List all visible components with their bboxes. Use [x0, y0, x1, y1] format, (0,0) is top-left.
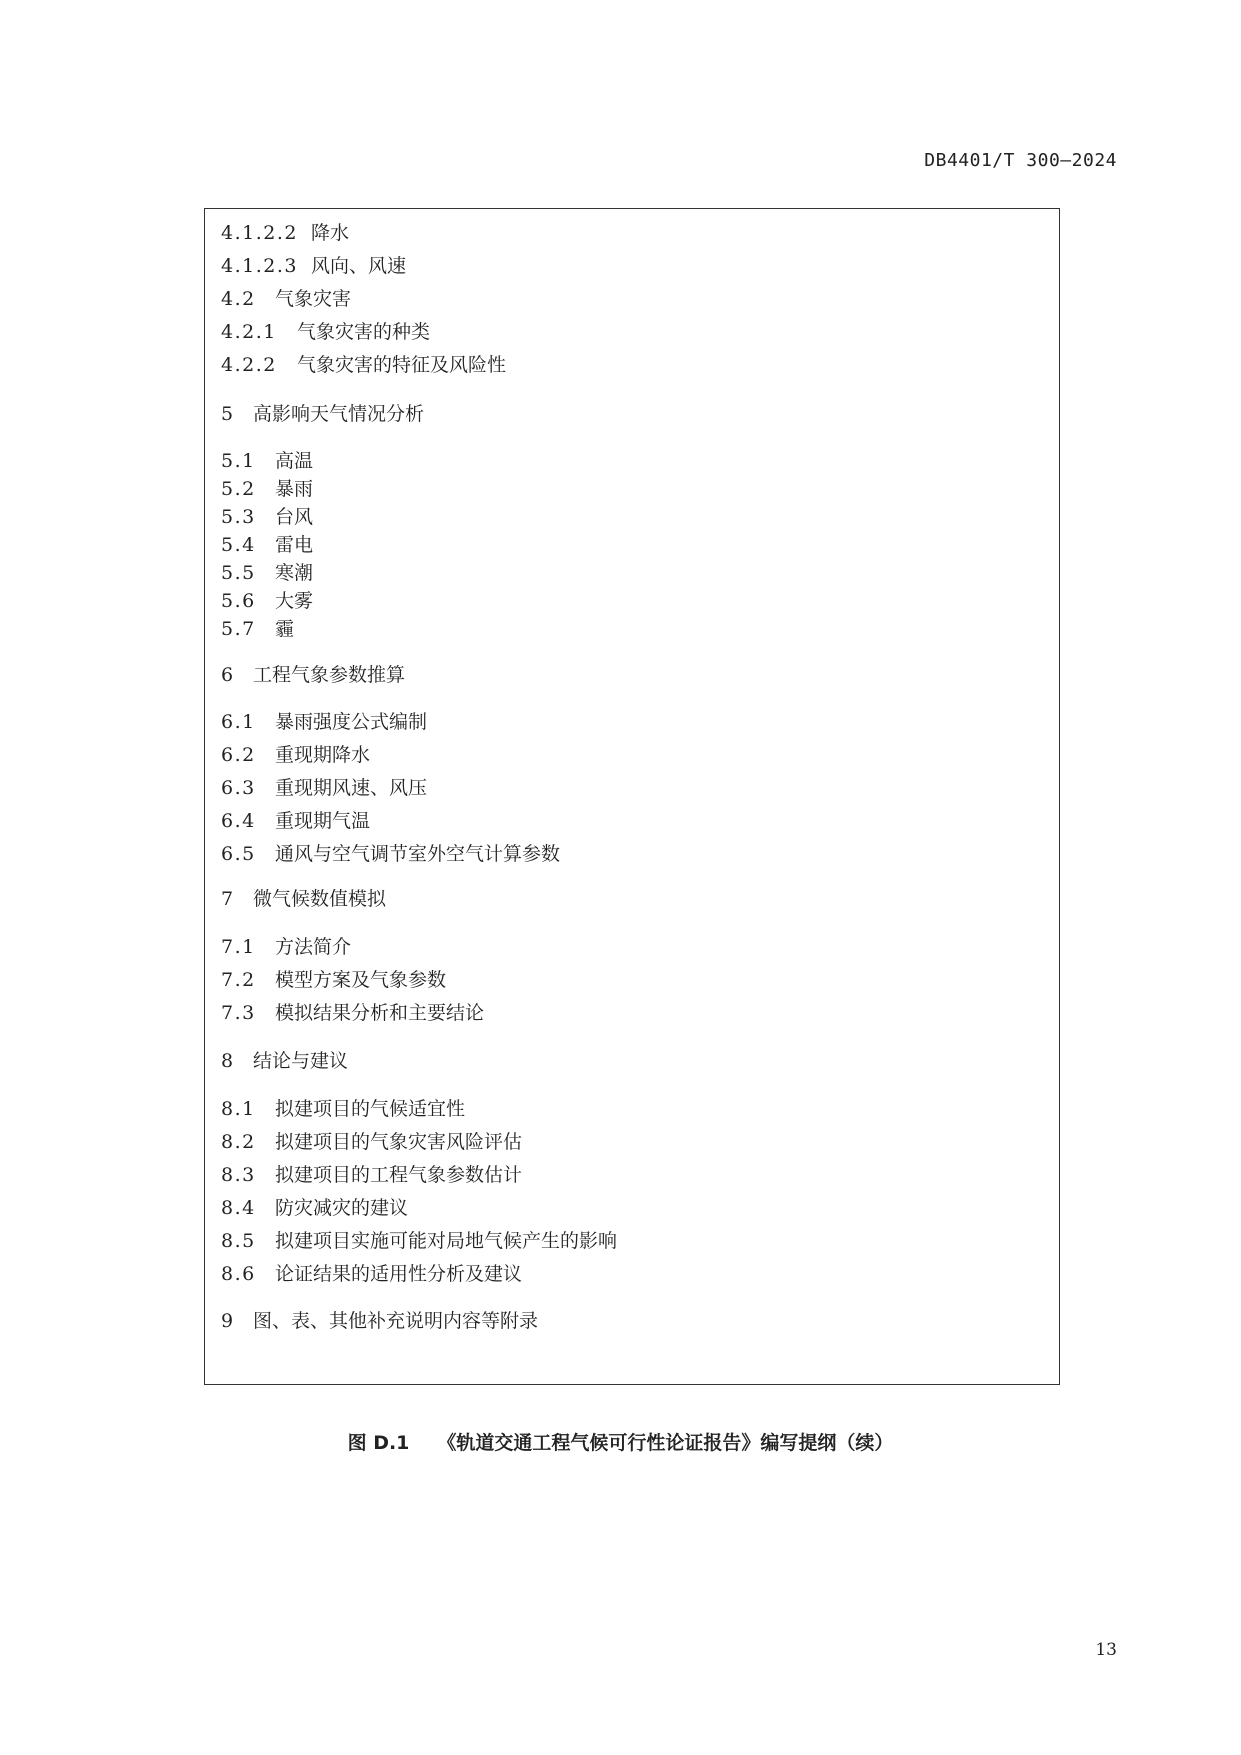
outline-item: [221, 743, 370, 767]
outline-item: [221, 1097, 465, 1121]
outline-item: [221, 1001, 484, 1025]
outline-item: [221, 776, 427, 800]
section-number: 6.5: [221, 843, 256, 865]
section-title: 拟建项目的气候适宜性: [275, 1098, 466, 1120]
section-title: 气象灾害的特征及风险性: [297, 354, 507, 376]
section-number: 6.1: [221, 711, 256, 733]
section-number: 4.2: [221, 288, 256, 310]
outline-chapter: [221, 663, 405, 687]
outline-item: [221, 968, 446, 992]
outline-item: [221, 589, 313, 613]
section-number: 8.3: [221, 1164, 256, 1186]
outline-item: [221, 287, 351, 311]
section-number: 5.2: [221, 478, 256, 500]
section-title: 拟建项目实施可能对局地气候产生的影响: [275, 1230, 618, 1252]
section-title: 模拟结果分析和主要结论: [275, 1002, 485, 1024]
section-number: 8.4: [221, 1197, 256, 1219]
section-number: 5.3: [221, 506, 256, 528]
chapter-title: 高影响天气情况分析: [253, 403, 425, 425]
chapter-title: 微气候数值模拟: [253, 888, 387, 910]
section-title: 高温: [275, 450, 314, 472]
outline-frame: [204, 208, 1060, 1385]
section-number: 5.6: [221, 590, 256, 612]
section-number: 5.7: [221, 618, 256, 640]
section-title: 暴雨: [275, 478, 314, 500]
outline-item: [221, 617, 294, 641]
section-number: 4.1.2.3: [221, 255, 298, 277]
outline-item: [221, 1130, 522, 1154]
section-title: 重现期降水: [275, 744, 371, 766]
section-number: 4.1.2.2: [221, 222, 298, 244]
section-title: 风向、风速: [311, 255, 407, 277]
figure-caption: [0, 1428, 1241, 1455]
outline-chapter: [221, 1049, 348, 1073]
chapter-number: 9: [221, 1310, 235, 1332]
outline-item: [221, 533, 313, 557]
chapter-number: 7: [221, 888, 235, 910]
section-title: 论证结果的适用性分析及建议: [275, 1263, 523, 1285]
section-title: 拟建项目的工程气象参数估计: [275, 1164, 523, 1186]
section-title: 气象灾害: [275, 288, 352, 310]
section-title: 台风: [275, 506, 314, 528]
chapter-number: 6: [221, 664, 235, 686]
section-title: 拟建项目的气象灾害风险评估: [275, 1131, 523, 1153]
section-number: 7.3: [221, 1002, 256, 1024]
page-number: 13: [1095, 1640, 1117, 1660]
outline-chapter: [221, 887, 386, 911]
section-title: 模型方案及气象参数: [275, 969, 447, 991]
outline-item: [221, 221, 349, 245]
outline-item: [221, 320, 430, 344]
section-title: 重现期气温: [275, 810, 371, 832]
section-number: 8.6: [221, 1263, 256, 1285]
figure-title: 《轨道交通工程气候可行性论证报告》编写提纲（续）: [437, 1432, 894, 1454]
section-title: 降水: [311, 222, 350, 244]
chapter-number: 5: [221, 403, 235, 425]
outline-item: [221, 935, 351, 959]
chapter-title: 结论与建议: [253, 1050, 349, 1072]
outline-item: [221, 254, 406, 278]
section-number: 5.4: [221, 534, 256, 556]
section-title: 霾: [275, 618, 295, 640]
section-number: 8.2: [221, 1131, 256, 1153]
outline-item: [221, 1262, 522, 1286]
outline-item: [221, 505, 313, 529]
outline-item: [221, 809, 370, 833]
section-title: 防灾减灾的建议: [275, 1197, 409, 1219]
chapter-number: 8: [221, 1050, 235, 1072]
section-number: 8.5: [221, 1230, 256, 1252]
outline-item: [221, 449, 313, 473]
section-title: 重现期风速、风压: [275, 777, 428, 799]
outline-item: [221, 1163, 522, 1187]
section-title: 雷电: [275, 534, 314, 556]
section-number: 6.4: [221, 810, 256, 832]
section-number: 6.2: [221, 744, 256, 766]
section-number: 7.2: [221, 969, 256, 991]
outline-item: [221, 710, 427, 734]
section-number: 5.5: [221, 562, 256, 584]
section-number: 5.1: [221, 450, 256, 472]
outline-item: [221, 1229, 617, 1253]
figure-label: 图 D.1: [347, 1432, 410, 1454]
outline-item: [221, 561, 313, 585]
section-number: 7.1: [221, 936, 256, 958]
section-title: 方法简介: [275, 936, 352, 958]
section-number: 4.2.2: [221, 354, 277, 376]
document-code: DB4401/T 300—2024: [924, 150, 1117, 171]
section-title: 通风与空气调节室外空气计算参数: [275, 843, 561, 865]
outline-item: [221, 477, 313, 501]
outline-item: [221, 353, 506, 377]
section-title: 大雾: [275, 590, 314, 612]
section-title: 寒潮: [275, 562, 314, 584]
section-number: 8.1: [221, 1098, 256, 1120]
chapter-title: 工程气象参数推算: [253, 664, 406, 686]
outline-item: [221, 1196, 408, 1220]
outline-item: [221, 842, 560, 866]
section-title: 气象灾害的种类: [297, 321, 431, 343]
section-number: 4.2.1: [221, 321, 277, 343]
chapter-title: 图、表、其他补充说明内容等附录: [253, 1310, 539, 1332]
section-number: 6.3: [221, 777, 256, 799]
outline-chapter: [221, 1309, 538, 1333]
section-title: 暴雨强度公式编制: [275, 711, 428, 733]
outline-chapter: [221, 402, 424, 426]
